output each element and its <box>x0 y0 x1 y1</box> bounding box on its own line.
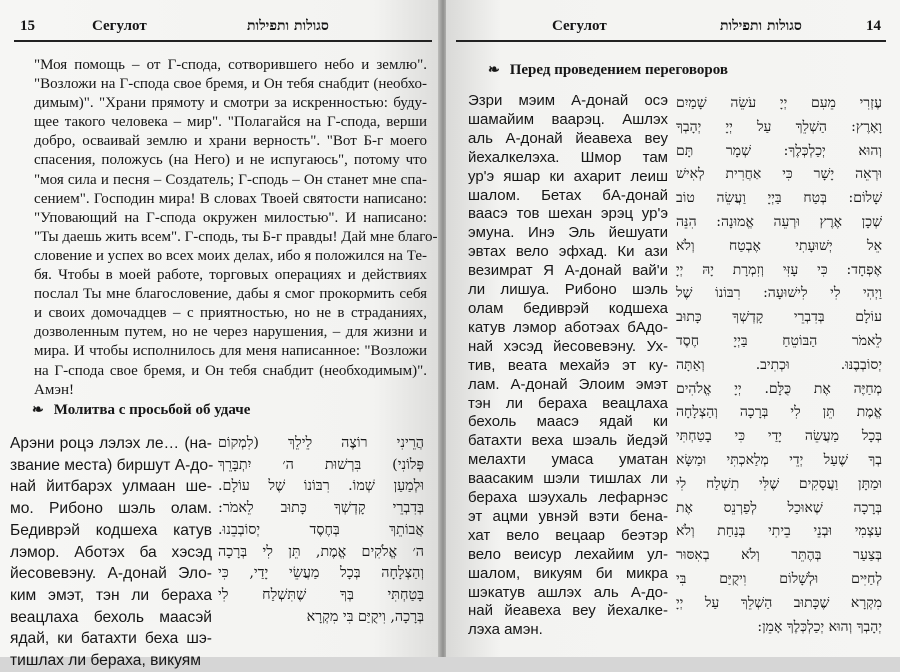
text-line: וּרְאֵה יָשָׁר כִּי אַחֲרִית לְאִישׁ <box>676 166 882 183</box>
text-line: олам бедиврэй кодшеха <box>468 299 668 317</box>
text-line: פְּלוֹנִי) בִּרְשׁוּת ה׳ יִתְבָּרֵךְ <box>218 456 424 473</box>
left-running-header <box>0 18 440 40</box>
left-running-title: Сегулот <box>92 18 147 34</box>
text-line: "моя сила и песня – Создатель; Г-сподь – Он станет мне спа- <box>34 171 427 188</box>
text-line: אֵל יְשׁוּעָתִי אֶבְטַח וְלֹא <box>676 237 882 254</box>
text-line: Арэни роцэ лэлэх ле… (на- <box>10 435 212 452</box>
text-line: на Г-спода свое бремя, и Он тебя снабдит (необходимым)". <box>34 362 427 379</box>
text-line: וָאָרֶץ: הַשְׁלֵךְ עַל יְיָ יְהָבְךָ <box>676 118 882 135</box>
text-line: эт ацми увнэй вэти бена- <box>468 507 668 525</box>
text-line: лам. А-донай Элоим эмэт <box>468 375 668 393</box>
text-line: יְסוֹבְבֶנּוּ. וּכְתִיב. וְאַתָּה <box>676 356 882 373</box>
text-line: בְּצַעַר בְּהֶתֵּר וְלֹא בְאִסּוּר <box>676 547 882 564</box>
text-line: "Ты даешь жить всем". Г-сподь, ты Б-г правды! Дай мне благо- <box>34 228 438 245</box>
text-line: אֲבוֹתֵךְ בְּחֶסֶד יְסוֹבְבֵנוּ. <box>218 521 424 538</box>
text-line: эмуна. Инэ Эль йешуати <box>468 224 668 242</box>
text-line: мо. Рибоно шэль олам. <box>10 500 212 518</box>
text-line: и своих домочадцев – с приятностью, но не в страданиях, <box>34 305 427 322</box>
right-page-number: 14 <box>866 18 881 34</box>
text-line: מְחַיֶּה אֶת כֻּלָּם. יְיָ אֱלֹהִים <box>676 380 882 397</box>
text-line: ה׳ אֱלֹקִים אֱמֶת, תֵּן לִי בְּרָכָה <box>218 543 424 560</box>
text-line: אֱמֶת תֵּן לִי בְּרָכָה וְהַצְלָחָה <box>676 404 882 421</box>
text-line: ваасаким шэли тишлах ли <box>468 470 668 488</box>
text-line: лэмор. Аботэх ба хэсэд <box>10 543 212 561</box>
text-line: ваасэ тов шехан эрэц ур'э <box>468 205 668 223</box>
text-line: Бедиврэй кодшеха катув <box>10 521 212 539</box>
text-line: хат вело вецаар беэтэр <box>468 526 668 544</box>
text-line: най йеавеха веу йехалке- <box>468 602 668 620</box>
text-line: йесовевэну. А-донай Эло- <box>10 565 212 583</box>
text-line: мелахти умаса уматан <box>468 451 668 469</box>
text-line: катув лэмор аботэах бАдо- <box>468 318 668 336</box>
left-section-heading <box>32 402 250 419</box>
text-line: бя. Чтобы в моей работе, торговых операциях и действиях <box>34 267 427 284</box>
fleuron-icon: ❧ <box>32 403 44 418</box>
text-line: тив, веата мехайэ эт ку- <box>468 356 668 374</box>
right-running-header <box>446 18 900 40</box>
right-transliteration-column <box>468 92 668 640</box>
text-line: най хэсэд йесовевэну. Ух- <box>468 337 668 355</box>
text-line: בְךָ שֶׁעַל יְדֵי מְלַאכְתִּי וּמַשָּׂא <box>676 451 882 468</box>
left-page-number: 15 <box>20 18 35 34</box>
text-line: בְּדִבְרֵי קָדְשְׁךָ כָּתוּב לֵאמֹר: <box>218 500 424 517</box>
right-page <box>446 0 900 657</box>
text-line: ким эмэт, тэн ли бераха <box>10 586 212 604</box>
right-running-title-hebrew: סגולות ותפילות <box>720 18 802 34</box>
text-line: וַיְהִי לִי לִישׁוּעָה: רִבּוֹנוֹ שֶׁל <box>676 285 882 302</box>
text-line: לֵאמֹר הַבּוֹטֵחַ בַּיְיָ חֶסֶד <box>676 332 882 349</box>
text-line: עַצְמִי וּבְנֵי בֵיתִי בְּנַחַת וְלֹא <box>676 523 882 540</box>
text-line: "Моя помощь – от Г-спода, сотворившего небо и землю". <box>34 57 427 73</box>
text-line: бераха шэухаль лефарнэс <box>468 489 668 507</box>
text-line: батахти веха шэаль йедэй <box>468 432 668 450</box>
right-section-heading <box>488 62 728 79</box>
right-section-title: Перед проведением переговоров <box>509 62 728 78</box>
text-line: шэкатув ашлэх аль А-до- <box>468 583 668 601</box>
text-line: "Возложи на Г-спода свое бремя, и Он тебя снабдит (необхо- <box>34 76 427 93</box>
blessing-paragraph <box>34 56 438 400</box>
text-line: мира. И чтобы исполнилось для меня написанное: "Возложи <box>34 343 427 360</box>
text-line: словение и успех во всех моих делах, ибо я положился на Те- <box>34 247 427 264</box>
left-hebrew-column <box>218 433 424 628</box>
text-line: בְּרָכָה שֶׁאוּכַל לְפַרְנֵס אֶת <box>676 499 882 516</box>
text-line: הֲרֵינִי רוֹצֶה לֵילֵךְ (לִמְקוֹם <box>218 435 424 451</box>
text-line: эвтах вело эфхад. Ки ази <box>468 243 668 261</box>
text-line: тишлах ли бераха, викуям <box>10 652 201 670</box>
text-line: димым)". "Храни прямоту и смотри за искренностью: буду- <box>34 95 427 112</box>
text-line: שְׁכָן אֶרֶץ וּרְעֵה אֱמוּנָה: הִנֵּה <box>676 213 882 230</box>
text-line: звание места) биршут А-до- <box>10 456 214 474</box>
text-line: шалом, викуям би микра <box>468 564 668 582</box>
text-line: עוֹלָם בְּדִבְרֵי קָדְשְׁךָ כָּתוּב <box>676 309 882 326</box>
text-line: везимрат Я А-донай вай'и <box>468 262 668 280</box>
text-line: веацлаха бехоль маасэй <box>10 608 212 626</box>
text-line: йехалкелэха. Шмор там <box>468 148 668 166</box>
text-line: אֶפְחָד: כִּי עָזִּי וְזִמְרָת יָהּ יְיָ <box>676 261 882 278</box>
text-line: בָּטַחְתִּי בְּךָ שֶׁתִּשְׁלַח לִי <box>218 586 424 603</box>
left-transliteration-column <box>10 433 212 672</box>
text-line: щее такого человека – мир". "Полагайся на Г-спода, верши <box>34 114 427 131</box>
text-line: שָׁלוֹם: בְּטַח בַּיְיָ וַעֲשֵׂה טוֹב <box>676 190 882 207</box>
text-line: ли лишуа. Рибоно шэль <box>468 281 668 299</box>
right-hebrew-column <box>676 92 882 639</box>
text-line: шамайим ваарэц. Ашлэх <box>468 110 668 128</box>
text-line: аль А-донай йеавеха веу <box>468 129 668 147</box>
text-line: מִקְרָא שֶׁכָּתוּב הַשְׁלֵךְ עַל יְיָ <box>676 594 882 611</box>
text-line: "Уповающий на Г-спода окружен милостью". И написано: <box>34 209 427 226</box>
text-line: וְהַצְלָחָה בְּכָל מַעֲשֵׂי יָדַי, כִּי <box>218 565 424 582</box>
right-running-title: Сегулот <box>552 18 607 34</box>
text-line: לְחַיִּים וּלְשָׁלוֹם וִיקֻיַּם בִּי <box>676 570 882 587</box>
text-line: сением". Господин мира! В словах Твоей святости написано: <box>34 190 427 207</box>
text-line: עֶזְרִי מֵעִם יְיָ עֹשֵׂה שָׁמַיִם <box>676 95 882 111</box>
left-header-rule <box>14 40 432 42</box>
text-line: дозволенным путем, но не через нарушения, – для жизни и <box>34 324 427 341</box>
text-line: вело веисур лехайим ул- <box>468 545 668 563</box>
text-line: ур'э яшар ки ахарит леиш <box>468 167 668 185</box>
left-running-title-hebrew: סגולות ותפילות <box>247 18 329 34</box>
text-line: Амэн! <box>34 381 74 398</box>
text-line: יְהָבְךָ וְהוּא יְכַלְכְּלֶךָ אָמֵן: <box>757 618 882 635</box>
text-line: шалом. Бетах бА-донай <box>468 186 668 204</box>
right-header-rule <box>456 40 886 42</box>
text-line: най йитбарэх улмаан ше- <box>10 478 212 496</box>
text-line: ядай, ки батахти беха шэ- <box>10 630 212 648</box>
text-line: бехоль маасэ ядай ки <box>468 413 668 431</box>
left-page <box>0 0 440 670</box>
left-section-title: Молитва с просьбой об удаче <box>53 402 251 418</box>
text-line: спасения, положусь (на Него) и не испугаюсь", потому что <box>34 152 427 169</box>
text-line: בְּכָל מַעֲשֵׂה יָדַי כִּי בָטַחְתִּי <box>676 428 882 445</box>
text-line: добро, осваивай землю и храни верность". "Вот Б-г моего <box>34 133 427 150</box>
text-line: тэн ли бераха веацлаха <box>468 394 668 412</box>
text-line: בְּרָכָה, וִיקֻיַּם בִּי מִקְרָא <box>306 608 424 625</box>
text-line: послал Ты мне благословение, дабы я смог прокормить себя <box>34 286 427 303</box>
text-line: Эзри мэим А-донай осэ <box>468 92 668 109</box>
fleuron-icon: ❧ <box>488 63 500 78</box>
text-line: וּמַתָּן וַעֲסָקִים שֶׁלִּי תִשְׁלַח לִי <box>676 475 882 492</box>
text-line: וְהוּא יְכַלְכְּלֶךָ: שְׁמָר תָּם <box>676 142 882 159</box>
text-line: лэха амэн. <box>468 621 543 639</box>
text-line: וּלְמַעַן שְׁמוֹ. רִבּוֹנוֹ שֶׁל עוֹלָם. <box>218 478 424 495</box>
